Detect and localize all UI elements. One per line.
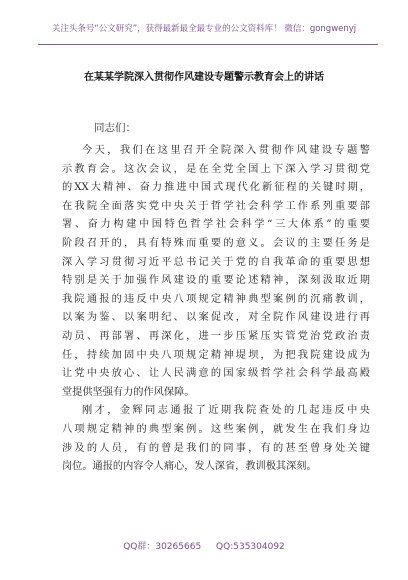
header-divider xyxy=(38,44,378,45)
text-line: 在我院全面落实党中央关于哲学社会科学工作系列重要部 xyxy=(62,200,370,212)
document-title: 在某某学院深入贯彻作风建设专题警示教育会上的讲话 xyxy=(84,72,324,83)
text-line: 动员、再部署、再深化，进一步压紧压实管党治党政治责 xyxy=(62,330,370,342)
text-line: 署、奋力构建中国特色哲学社会科学“三大体系”的重要 xyxy=(62,219,370,231)
text-line: 今天，我们在这里召开全院深入贯彻作风建设专题警 xyxy=(82,145,370,156)
text-line: 深入学习贯彻习近平总书记关于党的自我革命的重要思想 xyxy=(62,256,370,268)
text-line: 阶段召开的，具有特殊而重要的意义。会议的主要任务是 xyxy=(62,237,370,249)
text-line: 特别是关于加强作风建设的重要论述精神，深刻汲取近期 xyxy=(62,275,370,287)
document-body xyxy=(62,142,370,477)
footer-qq-group: QQ群：30265665 xyxy=(123,542,202,552)
paragraph-2 xyxy=(62,402,370,476)
text-line: 八项规定精神的典型案例。这些案例，就发生在我们身边 xyxy=(62,423,370,435)
text-line: 涉及的人员，有的曾是我们的同事，有的甚至曾身处关键 xyxy=(62,442,370,454)
salutation: 同志们： xyxy=(94,122,136,134)
text-line: 任，持续加固中央八项规定精神堤坝，为把我院建设成为 xyxy=(62,349,370,361)
footer-qq-number: QQ:535304092 xyxy=(216,542,285,552)
text-line: 刚才，金辉同志通报了近期我院查处的几起违反中央 xyxy=(82,405,370,417)
text-line: 岗位。通报的内容令人痛心，发人深省，教训极其深刻。 xyxy=(62,461,317,473)
text-line: 的XX大精神、奋力推进中国式现代化新征程的关键时期， xyxy=(62,182,370,194)
text-line: 示教育会。这次会议，是在全党全国上下深入学习贯彻党 xyxy=(62,163,370,175)
text-line: 以案为鉴、以案明纪、以案促改，对全院作风建设进行再 xyxy=(62,312,370,324)
text-line: 让党中央放心、让人民满意的国家级哲学社会科学最高殿 xyxy=(62,368,370,380)
header-note: 关注头条号“公文研究”，获得最新最全最专业的公文资料库！ 微信：gongwenyj xyxy=(51,24,357,34)
paragraph-1 xyxy=(62,142,370,402)
text-line: 堂提供坚强有力的作风保障。 xyxy=(62,386,195,398)
text-line: 我院通报的违反中央八项规定精神典型案例的沉痛教训， xyxy=(62,293,370,305)
footer-contacts xyxy=(0,539,408,552)
